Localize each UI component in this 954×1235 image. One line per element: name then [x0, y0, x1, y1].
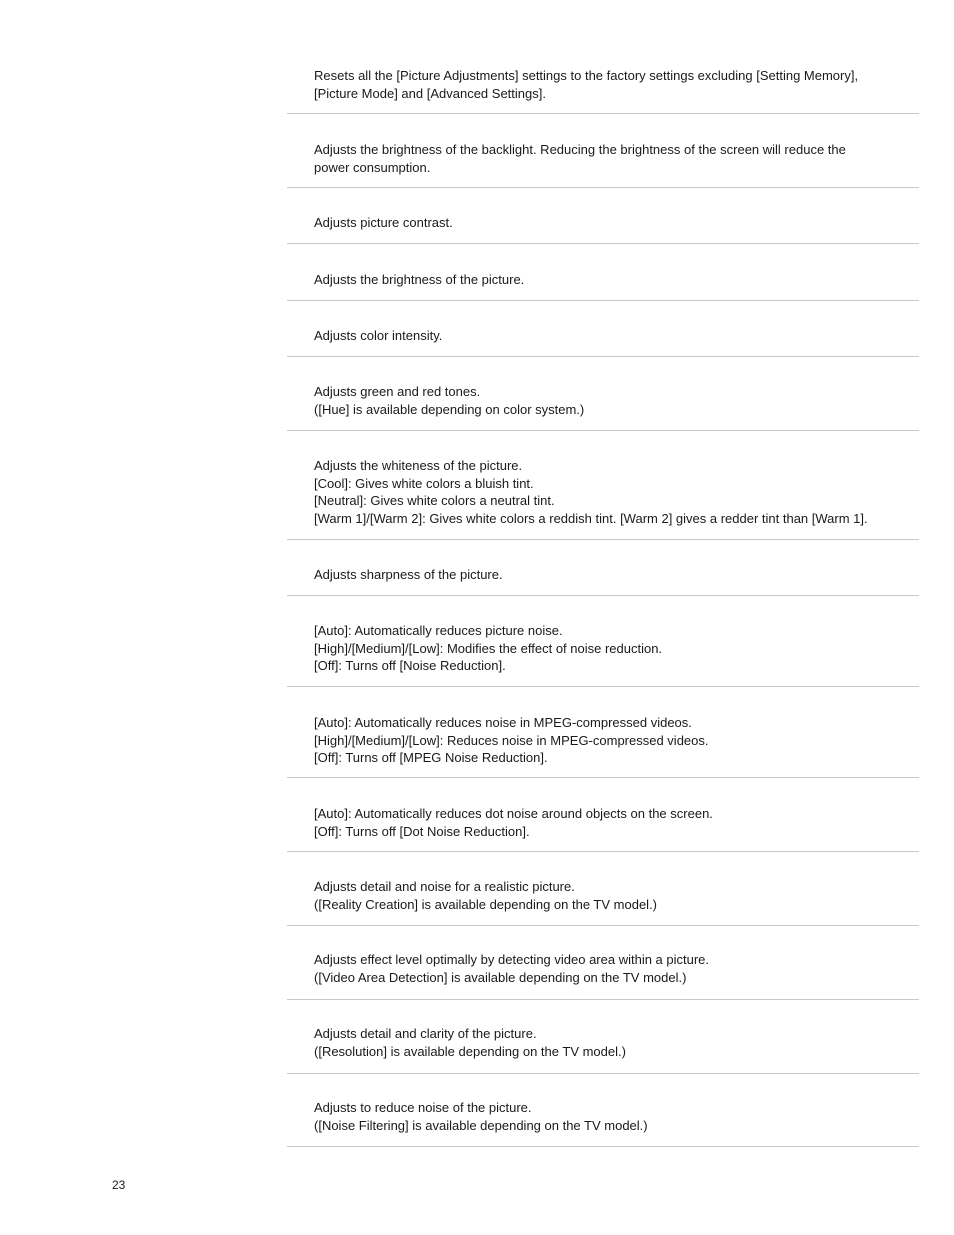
description-line: [Off]: Turns off [Dot Noise Reduction]. [314, 823, 530, 839]
table-row [287, 540, 919, 596]
table-row [287, 926, 919, 1000]
description-line: Resets all the [Picture Adjustments] settings to the factory settings excluding [Setting Memory], [314, 68, 859, 83]
table-row [287, 301, 919, 357]
description-line: Adjusts picture contrast. [314, 215, 453, 230]
description-line: [Cool]: Gives white colors a bluish tint. [314, 475, 534, 491]
description-line: ([Hue] is available depending on color system.) [314, 401, 585, 417]
description-line: [Off]: Turns off [MPEG Noise Reduction]. [314, 750, 548, 765]
table-row [287, 596, 919, 687]
description-line: [High]/[Medium]/[Low]: Reduces noise in MPEG-compressed videos. [314, 732, 709, 748]
description-line: Adjusts the brightness of the backlight. Reducing the brightness of the screen will reduce the [314, 142, 846, 157]
description-line: Adjusts detail and clarity of the picture. [314, 1026, 537, 1041]
table-row [287, 39, 919, 114]
description-line: [Off]: Turns off [Noise Reduction]. [314, 658, 506, 673]
description-line: [High]/[Medium]/[Low]: Modifies the effect of noise reduction. [314, 640, 663, 656]
description-line: ([Noise Filtering] is available depending on the TV model.) [314, 1117, 648, 1133]
description-line: [Auto]: Automatically reduces dot noise around objects on the screen. [314, 806, 713, 821]
table-row [287, 1074, 919, 1147]
description-line: Adjusts the brightness of the picture. [314, 272, 525, 287]
description-line: ([Resolution] is available depending on the TV model.) [314, 1043, 626, 1059]
table-row [287, 188, 919, 244]
description-line: [Picture Mode] and [Advanced Settings]. [314, 85, 546, 101]
description-line: Adjusts detail and noise for a realistic picture. [314, 879, 575, 894]
table-row [287, 1000, 919, 1074]
table-row [287, 778, 919, 852]
description-line: [Auto]: Automatically reduces noise in MPEG-compressed videos. [314, 715, 692, 730]
description-line: [Neutral]: Gives white colors a neutral tint. [314, 493, 555, 508]
description-line: Adjusts color intensity. [314, 328, 443, 343]
description-line: Adjusts the whiteness of the picture. [314, 458, 523, 473]
description-line: Adjusts sharpness of the picture. [314, 567, 503, 582]
table-row [287, 687, 919, 778]
description-line: Adjusts green and red tones. [314, 384, 481, 399]
description-line: ([Video Area Detection] is available depending on the TV model.) [314, 969, 687, 985]
table-row [287, 852, 919, 926]
description-line: ([Reality Creation] is available depending on the TV model.) [314, 896, 658, 912]
description-line: [Auto]: Automatically reduces picture noise. [314, 623, 563, 638]
page-number: 23 [112, 1178, 126, 1192]
table-row [287, 244, 919, 301]
table-row [287, 114, 919, 188]
description-line: Adjusts effect level optimally by detecting video area within a picture. [314, 952, 710, 967]
description-line: Adjusts to reduce noise of the picture. [314, 1100, 532, 1115]
description-line: power consumption. [314, 159, 431, 175]
description-line: [Warm 1]/[Warm 2]: Gives white colors a reddish tint. [Warm 2] gives a redder tint than [Warm 1]. [314, 510, 868, 526]
table-row [287, 431, 919, 540]
table-row [287, 357, 919, 431]
